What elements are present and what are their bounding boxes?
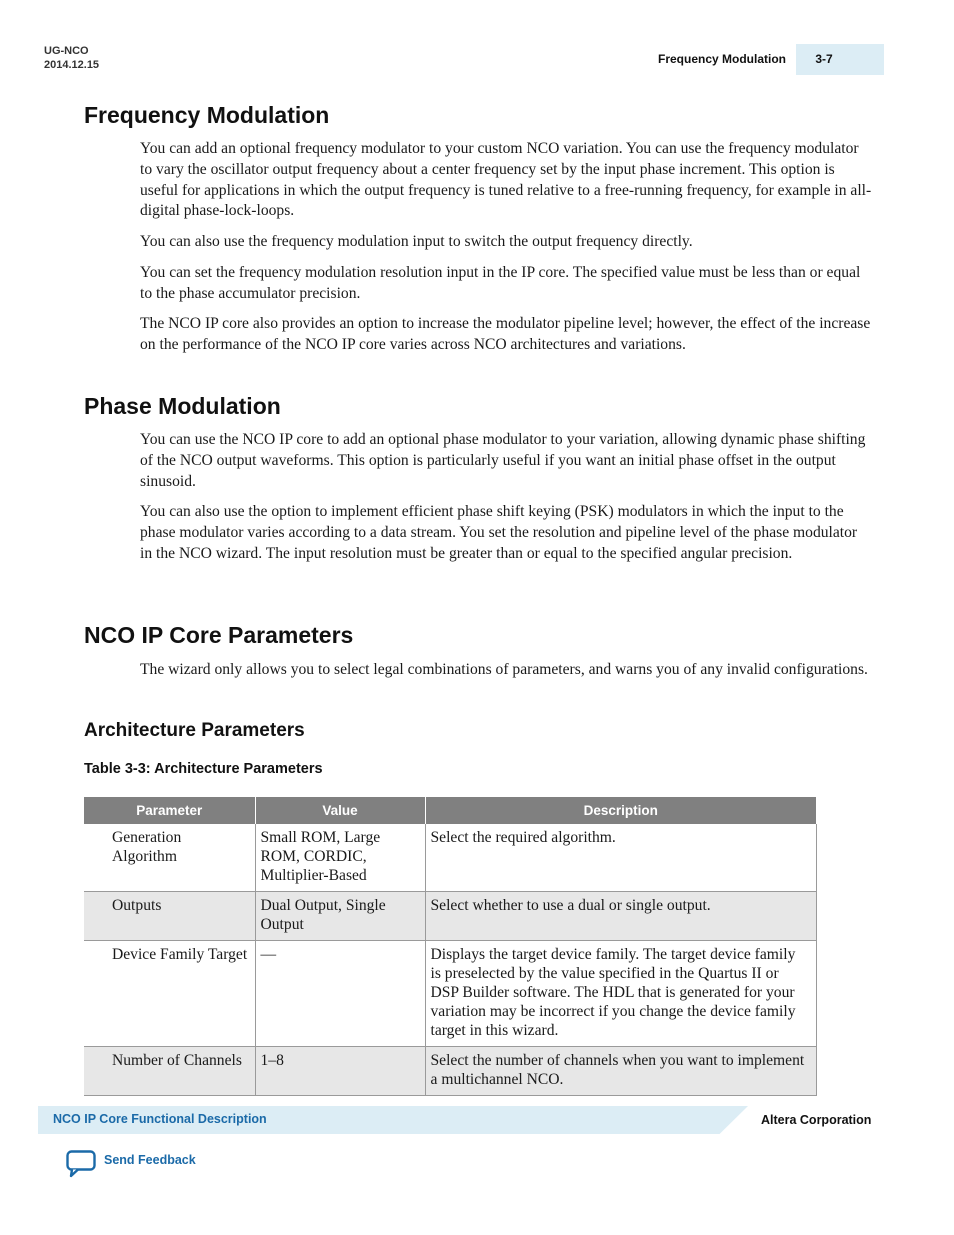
column-header-description: Description [425,797,816,824]
column-header-parameter: Parameter [84,797,255,824]
heading-phase-modulation: Phase Modulation [84,393,281,419]
cell-parameter: Generation Algorithm [84,824,255,892]
paragraph: You can add an optional frequency modulator to your custom NCO variation. You can use the frequency modulator to vary the oscillator output frequency about a center frequency set by the input phase increment. This option is useful for applications in which the output frequency is tuned relative to a free-running frequency, for example in all-digital phase-lock-loops. [140,140,872,220]
table-row [84,1047,816,1096]
cell-value: Dual Output, Single Output [255,892,425,941]
cell-value: 1–8 [255,1047,425,1096]
table-row [84,824,816,892]
header-page-number-box [796,44,884,75]
paragraph: You can use the NCO IP core to add an optional phase modulator to your variation, allowing dynamic phase shifting of the NCO output waveforms. This option is particularly useful if you want an initial phase offset in the output sinusoid. [140,431,866,490]
column-header-value: Value [255,797,425,824]
doc-date: 2014.12.15 [44,59,100,71]
doc-id: UG-NCO [44,45,89,57]
cell-description: Select the required algorithm. [425,824,816,892]
table-header-row [84,797,816,824]
paragraph: The NCO IP core also provides an option to increase the modulator pipeline level; however, the effect of the increase on the performance of the NCO IP core varies across NCO architectures and variations. [140,315,871,353]
header-page-number: 3-7 [815,52,833,66]
heading-architecture-parameters: Architecture Parameters [84,720,305,741]
cell-description: Select whether to use a dual or single output. [425,892,816,941]
cell-parameter: Number of Channels [84,1047,255,1096]
heading-nco-ip-core-parameters: NCO IP Core Parameters [84,622,354,648]
table-caption: Table 3-3: Architecture Parameters [84,761,323,777]
cell-parameter: Device Family Target [84,941,255,1047]
doc-id-block [44,44,99,72]
paragraph: The wizard only allows you to select legal combinations of parameters, and warns you of any invalid configurations. [140,661,868,678]
speech-bubble-icon[interactable] [66,1150,96,1178]
cell-value: — [255,941,425,1047]
cell-description: Select the number of channels when you want to implement a multichannel NCO. [425,1047,816,1096]
cell-parameter: Outputs [84,892,255,941]
table-row [84,892,816,941]
footer-doc-title-link[interactable]: NCO IP Core Functional Description [53,1112,267,1126]
footer-company: Altera Corporation [761,1113,872,1127]
paragraph: You can also use the frequency modulation input to switch the output frequency directly. [140,233,693,250]
paragraph: You can also use the option to implement efficient phase shift keying (PSK) modulators in which the input to the phase modulator varies according to a data stream. You set the resolution and pipeline level of the phase modulator in the NCO wizard. The input resolution must be greater than or equal to the specified angular precision. [140,503,858,562]
heading-frequency-modulation: Frequency Modulation [84,102,330,128]
table-row [84,941,816,1047]
cell-description: Displays the target device family. The target device family is preselected by the value specified in the Quartus II or DSP Builder software. The HDL that is generated for your variation may be incorrect if you change the device family target in this wizard. [425,941,816,1047]
architecture-parameters-table [84,797,817,1096]
paragraph: You can set the frequency modulation resolution input in the IP core. The specified value must be less than or equal to the phase accumulator precision. [140,264,861,302]
send-feedback-link[interactable]: Send Feedback [104,1153,196,1167]
header-section-title: Frequency Modulation [657,52,786,66]
cell-value: Small ROM, Large ROM, CORDIC, Multiplier-Based [255,824,425,892]
